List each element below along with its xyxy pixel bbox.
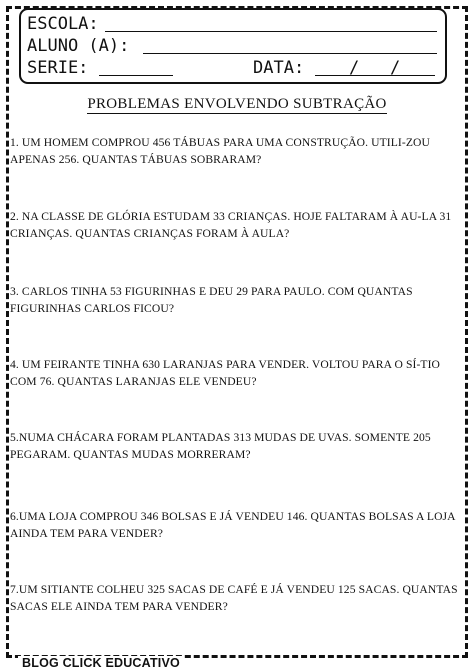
aluno-field[interactable] xyxy=(143,53,437,54)
data-label: DATA: xyxy=(253,58,305,78)
escola-label: ESCOLA: xyxy=(27,14,99,34)
date-slashes: / / xyxy=(349,58,401,78)
problem-3: 3. CARLOS TINHA 53 FIGURINHAS E DEU 29 PARA PAULO. COM QUANTAS FIGURINHAS CARLOS FICOU? xyxy=(10,285,413,315)
problem-1: 1. UM HOMEM COMPROU 456 TÁBUAS PARA UMA CONSTRUÇÃO. UTILI-ZOU APENAS 256. QUANTAS TÁBUAS SOBRARAM? xyxy=(10,136,430,166)
worksheet-title-text: PROBLEMAS ENVOLVENDO SUBTRAÇÃO xyxy=(87,96,387,112)
problem-6: 6.UMA LOJA COMPROU 346 BOLSAS E JÁ VENDEU 146. QUANTAS BOLSAS A LOJA AINDA TEM PARA VENDER? xyxy=(10,510,455,540)
blog-footer: BLOG CLICK EDUCATIVO xyxy=(18,656,184,670)
serie-label: SERIE: xyxy=(27,58,89,78)
problem-2: 2. NA CLASSE DE GLÓRIA ESTUDAM 33 CRIANÇAS. HOJE FALTARAM À AU-LA 31 CRIANÇAS. QUANTAS CRIANÇAS FORAM À AULA? xyxy=(10,210,452,240)
worksheet-title xyxy=(0,96,474,113)
serie-field[interactable] xyxy=(99,75,173,76)
aluno-label: ALUNO (A): xyxy=(27,36,130,56)
problem-7: 7.UM SITIANTE COLHEU 325 SACAS DE CAFÉ E JÁ VENDEU 125 SACAS. QUANTAS SACAS ELE AINDA TEM PARA VENDER? xyxy=(10,583,458,613)
escola-field[interactable] xyxy=(105,31,437,32)
student-info-box xyxy=(19,8,447,84)
problem-5: 5.NUMA CHÁCARA FORAM PLANTADAS 313 MUDAS DE UVAS. SOMENTE 205 PEGARAM. QUANTAS MUDAS MORRERAM? xyxy=(10,431,431,461)
problem-4: 4. UM FEIRANTE TINHA 630 LARANJAS PARA VENDER. VOLTOU PARA O SÍ-TIO COM 76. QUANTAS LARANJAS ELE VENDEU? xyxy=(10,358,441,388)
